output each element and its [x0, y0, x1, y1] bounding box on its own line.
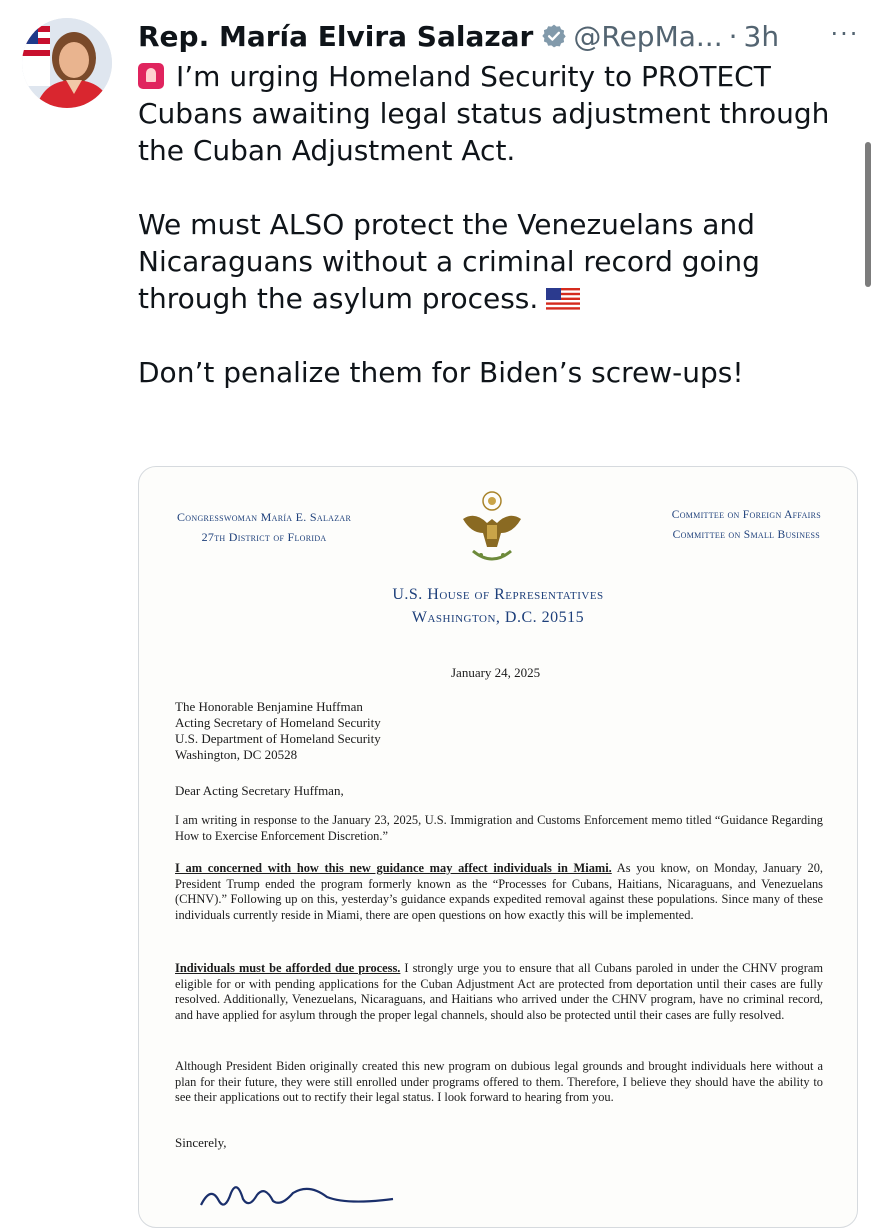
- recipient-line: Acting Secretary of Homeland Security: [175, 715, 381, 730]
- house-seal-eagle-icon: [457, 489, 527, 567]
- scrollbar-thumb[interactable]: [865, 142, 871, 287]
- letter-paragraph-3: [175, 961, 823, 1023]
- recipient-line: Washington, DC 20528: [175, 747, 298, 762]
- letterhead-left: [177, 507, 351, 547]
- house-header: [139, 583, 857, 629]
- more-options-icon[interactable]: ···: [830, 20, 860, 48]
- letterhead-left-line2: 27th District of Florida: [201, 530, 327, 544]
- letter-paragraph-2-body: As you know, on Monday, January 20, President Trump ended the program formerly known as the “Processes for Cubans, Haitians, Nicaraguans, and Venezuelans (CHNV).” Following up on this, yesterday’s guidance expands expedited removal against these populations. Since many of these individuals currently reside in Miami, there are open questions on how exactly this will be implemented.: [175, 861, 824, 922]
- author-name[interactable]: Rep. María Elvira Salazar: [138, 19, 534, 53]
- letter-paragraph-2: [175, 861, 823, 923]
- verified-badge-icon: [541, 23, 567, 49]
- house-header-line1: U.S. House of Representatives: [392, 586, 604, 603]
- tweet-timestamp[interactable]: 3h: [743, 19, 780, 53]
- tweet-paragraph-1-text: I’m urging Homeland Security to PROTECT Cubans awaiting legal status adjustment through the Cuban Adjustment Act.: [138, 60, 830, 167]
- header-separator: ·: [728, 19, 738, 53]
- avatar-portrait-icon: [22, 18, 112, 108]
- letterhead-right-line2: Committee on Small Business: [672, 529, 821, 541]
- letter-closing: Sincerely,: [175, 1135, 227, 1150]
- author-avatar[interactable]: [22, 18, 112, 108]
- tweet-body: [138, 58, 848, 428]
- recipient-line: U.S. Department of Homeland Security: [175, 731, 381, 746]
- siren-emoji-icon: [138, 63, 164, 89]
- letter-date: January 24, 2025: [451, 665, 541, 680]
- letter-salutation: Dear Acting Secretary Huffman,: [175, 783, 344, 798]
- letterhead-left-line1: Congresswoman María E. Salazar: [177, 510, 352, 524]
- letterhead-right: [672, 505, 821, 545]
- tweet-paragraph-2: [138, 206, 848, 317]
- tweet-header: [138, 14, 865, 58]
- tweet-paragraph-3: Don’t penalize them for Biden’s screw-ups!: [138, 356, 744, 389]
- letter-paragraph-4: Although President Biden originally created this new program on dubious legal grounds and brought individuals here without a plan for their future, they were still enrolled under programs offered to them. Therefore, I believe they should have the ability to see their applications out to rectify their legal status. I look forward to hearing from you.: [175, 1059, 823, 1105]
- house-header-line2: Washington, D.C. 20515: [411, 609, 585, 626]
- letter-paragraph-3-lead: Individuals must be afforded due process.: [175, 961, 401, 975]
- attached-letter-image[interactable]: [138, 466, 858, 1228]
- recipient-address: [175, 699, 381, 763]
- us-flag-emoji-icon: [546, 288, 580, 310]
- letterhead-right-line1: Committee on Foreign Affairs: [671, 509, 821, 521]
- tweet-paragraph-2-text: We must ALSO protect the Venezuelans and Nicaraguans without a criminal record going through the asylum process.: [138, 208, 760, 315]
- letter-paragraph-1: I am writing in response to the January 23, 2025, U.S. Immigration and Customs Enforcement memo titled “Guidance Regarding How to Exercise Enforcement Discretion.”: [175, 813, 823, 843]
- recipient-line: The Honorable Benjamine Huffman: [175, 699, 363, 714]
- letter-paragraph-3-body: I strongly urge you to ensure that all Cubans paroled in under the CHNV program eligible for or with pending applications for the Cuban Adjustment Act are protected from deportation until their cases are fully resolved. Additionally, Venezuelans, Nicaraguans, and Haitians who arrived under the CHNV program, have no criminal record, and have applied for asylum through the proper legal channels, should also be protected until their cases are fully resolved.: [175, 961, 823, 1022]
- tweet-paragraph-1: [138, 58, 848, 169]
- letter-document: [139, 467, 857, 1227]
- letter-paragraph-2-lead: I am concerned with how this new guidance may affect individuals in Miami.: [175, 861, 612, 875]
- signature-icon: [197, 1175, 397, 1215]
- author-handle[interactable]: @RepMa...: [573, 19, 723, 53]
